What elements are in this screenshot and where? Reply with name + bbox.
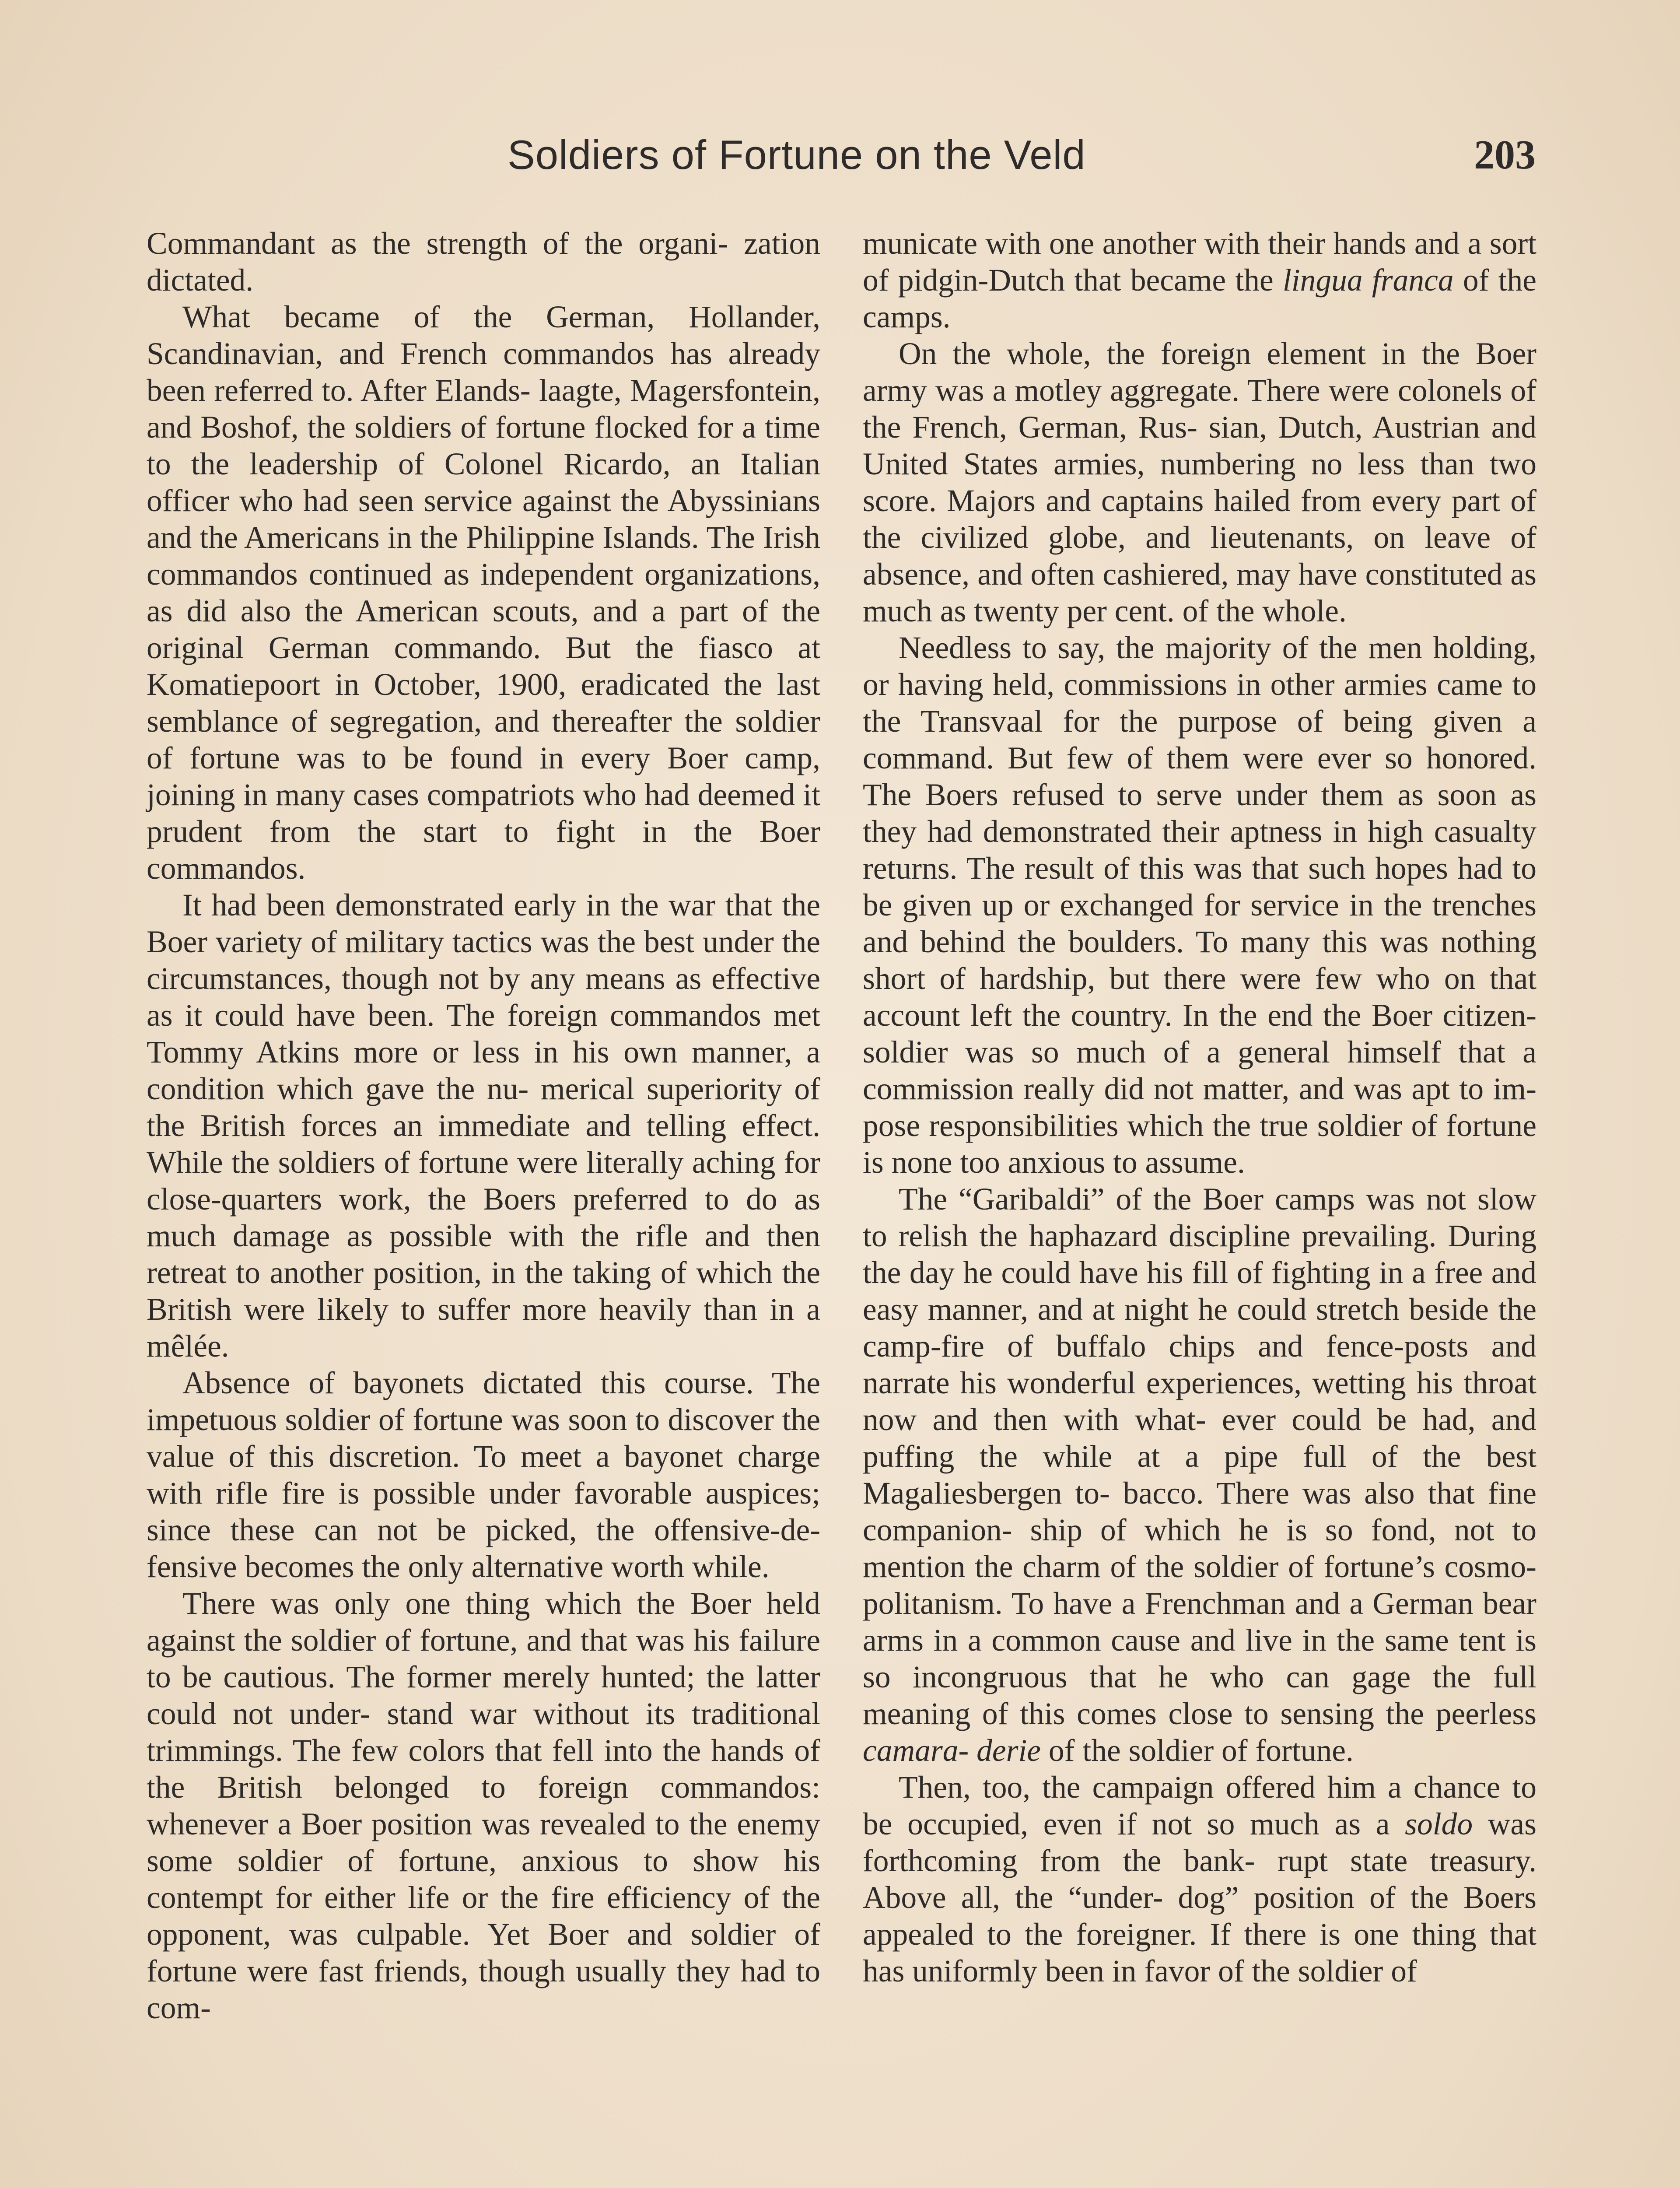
italic-phrase: camara- derie bbox=[863, 1733, 1041, 1768]
page-header bbox=[144, 131, 1536, 188]
text-run: municate with one another with their hands and a sort of pidgin-Dutch that became the bbox=[863, 226, 1536, 298]
paragraph: Commandant as the strength of the organi- zation dictated. bbox=[147, 226, 820, 298]
paragraph: On the whole, the foreign element in the Boer army was a motley aggregate. There were colonels of the French, German, Rus- sian, Dutch, Austrian and United States armies, numbering no less than two score. Majors and captains hailed from every part of the civilized globe, and lieutenants, on leave of absence, and often cashiered, may have constituted as much as twenty per cent. of the whole. bbox=[863, 337, 1536, 628]
paragraph: Absence of bayonets dictated this course. The impetuous soldier of fortune was soon to discover the value of this discretion. To meet a bayonet charge with rifle fire is possible under favorable auspices; since these can not be picked, the offensive-de- fensive becomes the only alternative worth while. bbox=[147, 1366, 820, 1584]
text-run: of the soldier of fortune. bbox=[1048, 1733, 1354, 1768]
paragraph: There was only one thing which the Boer held against the soldier of fortune, and that was his failure to be cautious. The former merely hunted; the latter could not under- stand war without its traditional trimmings. The few colors that fell into the hands of the British belonged to foreign commandos: whenever a Boer position was revealed to the enemy some soldier of fortune, anxious to show his contempt for either life or the fire efficiency of the opponent, was culpable. Yet Boer and soldier of fortune were fast friends, though usually they had to com- bbox=[147, 1586, 820, 2025]
text-run: The “Garibaldi” of the Boer camps was not slow to relish the haphazard discipline prevailing. During the day he could have his fill of fighting in a free and easy manner, and at night he could stretch beside the camp-fire of buffalo chips and fence-posts and narrate his wonderful experiences, wetting his throat now and then with what- ever could be had, and puffing the while at a pipe full of the best Magaliesbergen to- bacco. There was also that fine companion- ship of which he is so fond, not to mention the charm of the soldier of fortune’s cosmo- politanism. To have a Frenchman and a German bear arms in a common cause and live in the same tent is so incongruous that he who can gage the full meaning of this comes close to sensing the peerless bbox=[863, 1182, 1536, 1731]
paragraph bbox=[863, 1769, 1536, 1990]
page-number: 203 bbox=[1474, 132, 1536, 178]
text-run: Then, too, the campaign offered him a chance to be occupied, even if not so much as a bbox=[863, 1770, 1536, 1841]
paragraph bbox=[863, 225, 1536, 336]
paragraph: Needless to say, the majority of the men holding, or having held, commissions in other armies came to the Transvaal for the purpose of being given a command. But few of them were ever so honored. The Boers refused to serve under them as soon as they had demonstrated their aptness in high casualty returns. The result of this was that such hopes had to be given up or exchanged for service in the trenches and behind the boulders. To many this was nothing short of hardship, but there were few who on that account left the country. In the end the Boer citizen-soldier was so much of a general himself that a commission really did not matter, and was apt to im- pose responsibilities which the true soldier of fortune is none too anxious to assume. bbox=[863, 631, 1536, 1180]
paragraph bbox=[863, 1181, 1536, 1769]
left-text-column bbox=[147, 225, 820, 2027]
italic-phrase: soldo bbox=[1405, 1807, 1473, 1841]
running-title: Soldiers of Fortune on the Veld bbox=[508, 132, 1086, 178]
italic-phrase: lingua franca bbox=[1282, 263, 1454, 298]
text-run: was forthcoming from the bank- rupt state treasury. Above all, the “under- dog” position of the Boers appealed to the foreigner. If there is one thing that has uniformly been in favor of the soldier of bbox=[863, 1807, 1536, 1988]
paragraph: It had been demonstrated early in the war that the Boer variety of military tactics was the best under the circumstances, though not by any means as effective as it could have been. The foreign commandos met Tommy Atkins more or less in his own manner, a condition which gave the nu- merical superiority of the British forces an immediate and telling effect. While the soldiers of fortune were literally aching for close-quarters work, the Boers preferred to do as much damage as possible with the rifle and then retreat to another position, in the taking of which the British were likely to suffer more heavily than in a mêlée. bbox=[147, 888, 820, 1364]
text-run: of the camps. bbox=[863, 263, 1536, 334]
paragraph: What became of the German, Hollander, Scandinavian, and French commandos has already been referred to. After Elands- laagte, Magersfontein, and Boshof, the soldiers of fortune flocked for a time to the leadership of Colonel Ricardo, an Italian officer who had seen service against the Abyssinians and the Americans in the Philippine Islands. The Irish commandos continued as independent organizations, as did also the American scouts, and a part of the original German commando. But the fiasco at Komatiepoort in October, 1900, eradicated the last semblance of segregation, and thereafter the soldier of fortune was to be found in every Boer camp, joining in many cases compatriots who had deemed it prudent from the start to fight in the Boer commandos. bbox=[147, 300, 820, 886]
right-text-column bbox=[863, 225, 1536, 1990]
